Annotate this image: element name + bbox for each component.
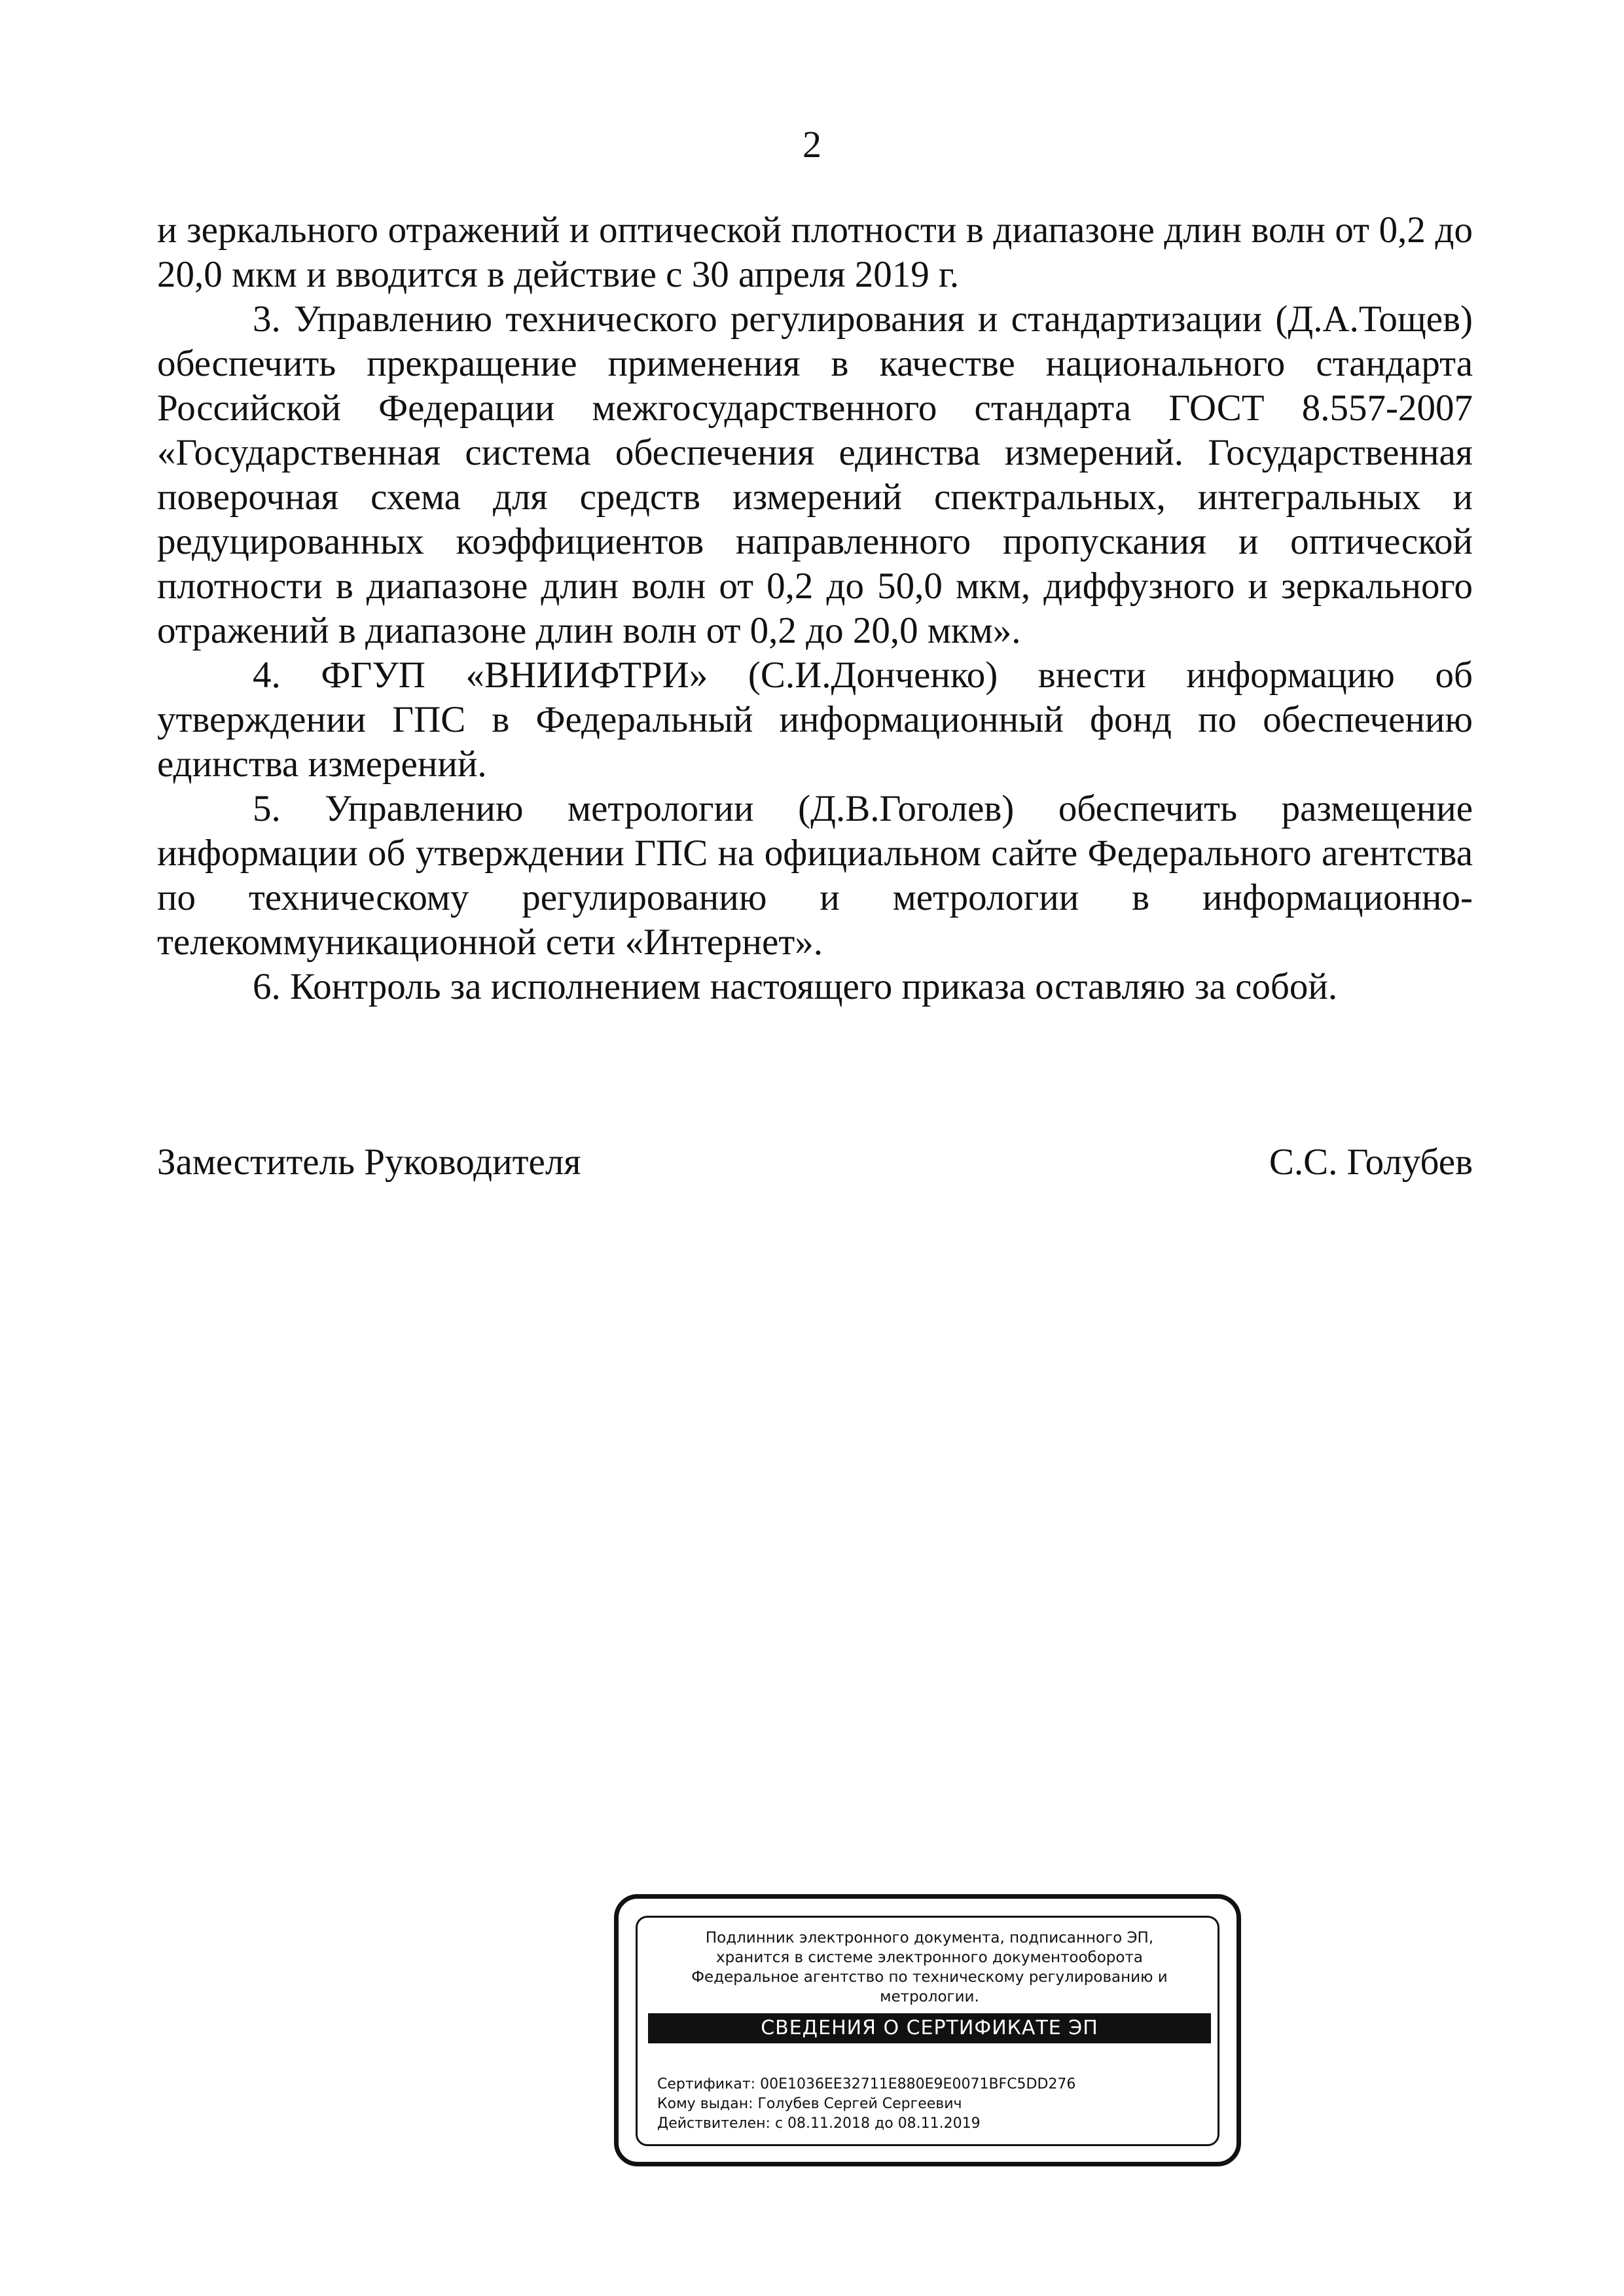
stamp-banner: СВЕДЕНИЯ О СЕРТИФИКАТЕ ЭП bbox=[648, 2013, 1211, 2043]
stamp-notice-line: метрологии. bbox=[880, 1988, 979, 2005]
document-body bbox=[157, 208, 1473, 1009]
issued-to-row bbox=[657, 2094, 1207, 2114]
paragraph-continuation: и зеркального отражений и оптической плотности в диапазоне длин волн от 0,2 до 20,0 мкм и вводится в действие с 30 апреля 2019 г. bbox=[157, 209, 1473, 295]
signatory-title: Заместитель Руководителя bbox=[157, 1141, 581, 1183]
paragraph-item-4: 4. ФГУП «ВНИИФТРИ» (С.И.Донченко) внести информацию об утверждении ГПС в Федеральный информационный фонд по обеспечению единства измерений. bbox=[157, 655, 1473, 785]
paragraph-item-6: 6. Контроль за исполнением настоящего приказа оставляю за собой. bbox=[253, 966, 1338, 1007]
page-number: 2 bbox=[803, 123, 821, 166]
stamp-notice-line: Подлинник электронного документа, подписанного ЭП, bbox=[705, 1929, 1154, 1946]
stamp-inner-frame bbox=[636, 1916, 1219, 2146]
paragraph-item-3: 3. Управлению технического регулирования и стандартизации (Д.А.Тощев) обеспечить прекращение применения в качестве национального стандарта Российской Федерации межгосударственного стандарта ГОСТ 8.557-2007 «Государственная система обеспечения единства измерений. Государственная поверочная схема для средств измерений спектральных, интегральных и редуцированных коэффициентов направленного пропускания и оптической плотности в диапазоне длин волн от 0,2 до 50,0 мкм, диффузного и зеркального отражений в диапазоне длин волн от 0,2 до 20,0 мкм». bbox=[157, 298, 1473, 651]
certificate-label: Сертификат: bbox=[657, 2076, 756, 2092]
certificate-row bbox=[657, 2075, 1207, 2094]
validity-row bbox=[657, 2114, 1207, 2134]
stamp-notice-line: Федеральное агентство по техническому регулированию и bbox=[691, 1969, 1168, 1986]
electronic-signature-stamp bbox=[614, 1894, 1241, 2166]
issued-to-value: Голубев Сергей Сергеевич bbox=[757, 2096, 962, 2112]
signatory-name: С.С. Голубев bbox=[1269, 1141, 1473, 1183]
certificate-details bbox=[657, 2075, 1207, 2134]
certificate-value: 00E1036EE32711E880E9E0071BFC5DD276 bbox=[760, 2076, 1076, 2092]
paragraph-item-5: 5. Управлению метрологии (Д.В.Гоголев) обеспечить размещение информации об утверждении ГПС на официальном сайте Федерального агентства по техническому регулированию и метрологии в информационно-телекоммуникационной сети «Интернет». bbox=[157, 788, 1473, 963]
validity-value: с 08.11.2018 до 08.11.2019 bbox=[774, 2115, 981, 2132]
stamp-notice-line: хранится в системе электронного документооборота bbox=[716, 1949, 1143, 1966]
issued-to-label: Кому выдан: bbox=[657, 2096, 753, 2112]
stamp-notice bbox=[651, 1928, 1208, 2007]
validity-label: Действителен: bbox=[657, 2115, 770, 2132]
